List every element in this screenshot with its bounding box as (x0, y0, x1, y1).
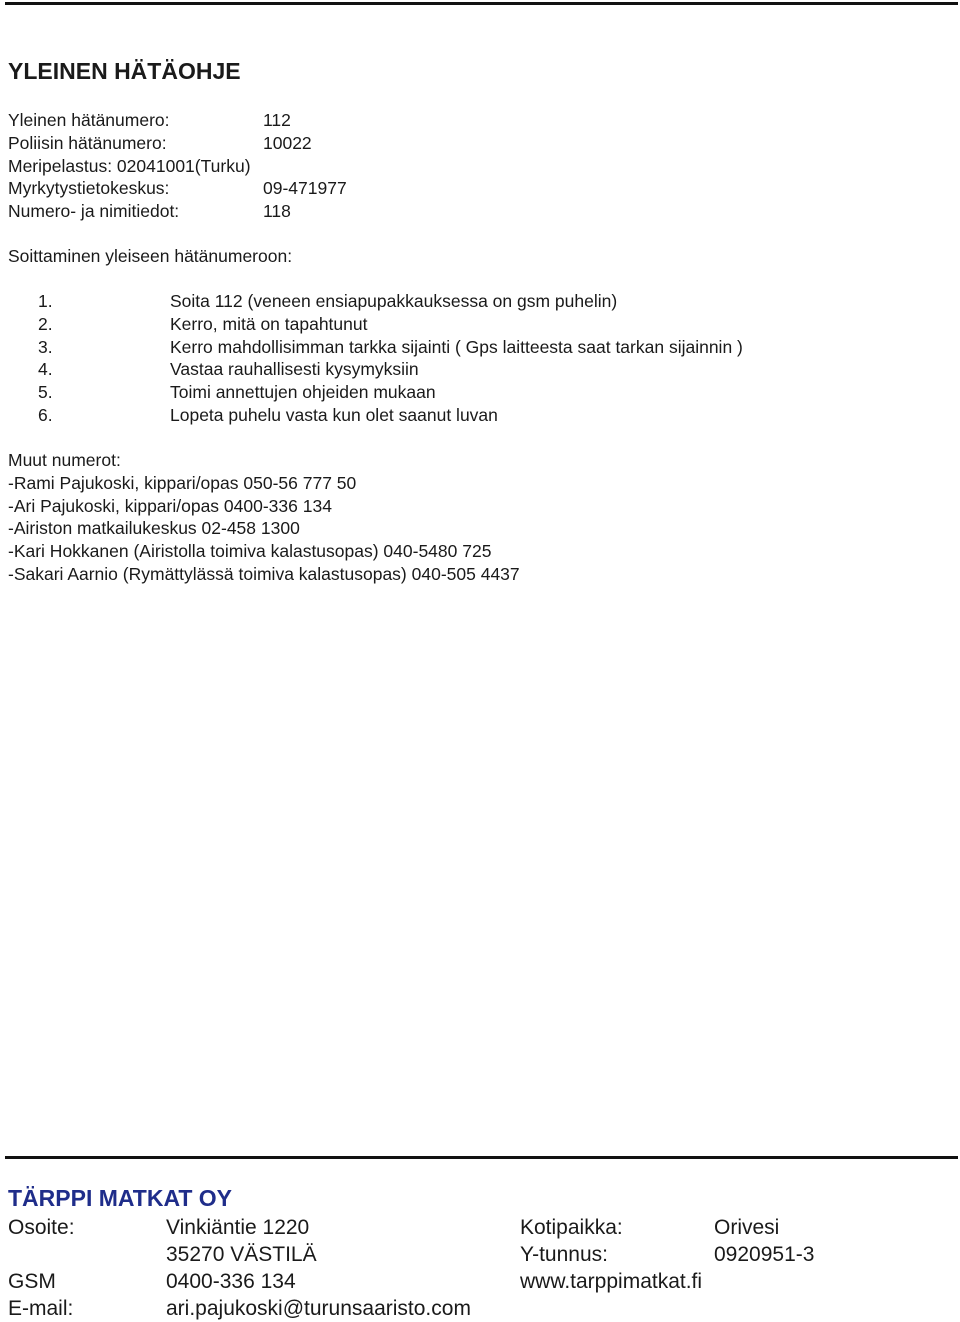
gsm-label: GSM (8, 1270, 56, 1293)
ytunnus-label: Y-tunnus: (520, 1243, 608, 1266)
emergency-label: Yleinen hätänumero: (8, 110, 170, 130)
list-item: -Rami Pajukoski, kippari/opas 050-56 777 50 (8, 473, 357, 493)
step-text: Vastaa rauhallisesti kysymyksiin (170, 359, 419, 379)
address-line1: Vinkiäntie 1220 (166, 1216, 310, 1239)
website-link[interactable]: www.tarppimatkat.fi (520, 1270, 703, 1293)
step-number: 2. (38, 314, 53, 334)
step-number: 6. (38, 405, 53, 425)
gsm-value: 0400-336 134 (166, 1270, 296, 1293)
address-label: Osoite: (8, 1216, 75, 1239)
list-item: -Kari Hokkanen (Airistolla toimiva kalastusopas) 040-5480 725 (8, 541, 492, 561)
instructions-heading: Soittaminen yleiseen hätänumeroon: (8, 246, 293, 266)
sea-rescue-label: Meripelastus: 02041001(Turku) (8, 156, 251, 176)
list-item: -Airiston matkailukeskus 02-458 1300 (8, 518, 300, 538)
step-number: 5. (38, 382, 53, 402)
emergency-value: 112 (263, 110, 291, 130)
step-number: 1. (38, 291, 53, 311)
step-text: Toimi annettujen ohjeiden mukaan (170, 382, 436, 402)
other-numbers-heading: Muut numerot: (8, 450, 121, 470)
police-value: 10022 (263, 133, 312, 153)
footer-rule (5, 1156, 958, 1159)
step-text: Lopeta puhelu vasta kun olet saanut luvan (170, 405, 498, 425)
top-rule (5, 2, 958, 5)
police-label: Poliisin hätänumero: (8, 133, 167, 153)
directory-value: 118 (263, 201, 291, 221)
home-label: Kotipaikka: (520, 1216, 623, 1239)
list-item: -Sakari Aarnio (Rymättylässä toimiva kalastusopas) 040-505 4437 (8, 564, 520, 584)
step-number: 4. (38, 359, 53, 379)
step-number: 3. (38, 337, 53, 357)
page-title: YLEINEN HÄTÄOHJE (8, 58, 241, 84)
step-text: Kerro, mitä on tapahtunut (170, 314, 368, 334)
step-text: Soita 112 (veneen ensiapupakkauksessa on gsm puhelin) (170, 291, 618, 311)
step-text: Kerro mahdollisimman tarkka sijainti ( Gps laitteesta saat tarkan sijainnin ) (170, 337, 743, 357)
company-name: TÄRPPI MATKAT OY (8, 1185, 233, 1211)
directory-label: Numero- ja nimitiedot: (8, 201, 180, 221)
list-item: -Ari Pajukoski, kippari/opas 0400-336 134 (8, 496, 332, 516)
email-label: E-mail: (8, 1297, 74, 1320)
home-value: Orivesi (714, 1216, 780, 1239)
poison-center-value: 09-471977 (263, 178, 347, 198)
ytunnus-value: 0920951-3 (714, 1243, 815, 1266)
poison-center-label: Myrkytystietokeskus: (8, 178, 170, 198)
email-link[interactable]: ari.pajukoski@turunsaaristo.com (166, 1297, 471, 1320)
address-line2: 35270 VÄSTILÄ (166, 1243, 317, 1266)
